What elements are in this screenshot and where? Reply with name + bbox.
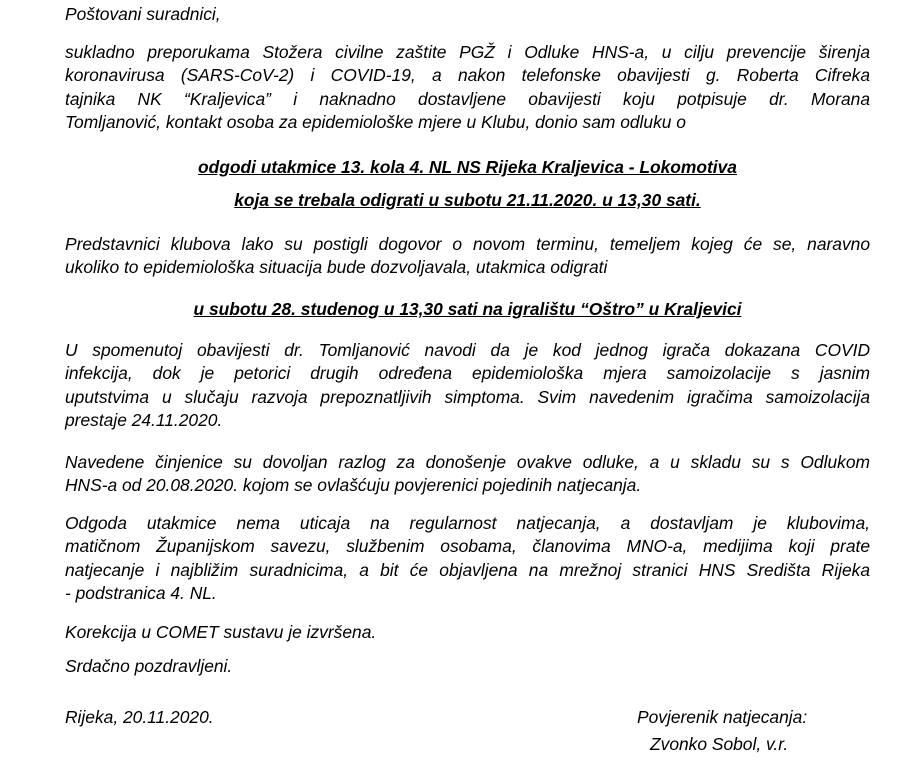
intro-line: koronavirusa (SARS-CoV-2) i COVID-19, a nakon telefonske obavijesti g. Roberta Cifreka: [65, 65, 870, 86]
agreement-paragraph: [65, 233, 870, 280]
intro-paragraph: [65, 41, 870, 134]
closing: [65, 655, 870, 678]
greeting-text: Poštovani suradnici,: [65, 4, 221, 24]
intro-line: tajnika NK “Kraljevica” i naknadno dostavljene obavijesti koju potpisuje dr. Morana: [65, 88, 870, 109]
signature-title: Povjerenik natjecanja:: [637, 707, 808, 727]
reason-line: HNS-a od 20.08.2020. kojom se ovlašćuju povjerenici pojedinih natjecanja.: [65, 475, 642, 496]
greeting: [65, 3, 870, 26]
regularity-line: natjecanje i najbližim suradnicima, a bit će objavljena na mrežnoj stranici HNS Središta Rijeka: [65, 559, 870, 580]
regularity-paragraph: [65, 512, 870, 605]
covid-line: infekcija, dok je petorici drugih određena epidemiološka mjera samoizolacije s jasnim: [65, 363, 870, 384]
decision-heading-2: koja se trebala odigrati u subotu 21.11.2020. u 13,30 sati.: [234, 190, 701, 210]
covid-line: U spomenutoj obavijesti dr. Tomljanović navodi da je kod jednog igrača dokazana COVID: [65, 340, 870, 360]
reason-paragraph: [65, 451, 870, 498]
comet-text: Korekcija u COMET sustavu je izvršena.: [65, 622, 377, 642]
closing-text: Srdačno pozdravljeni.: [65, 656, 233, 676]
covid-line: uputstvima u slučaju razvoja prepoznatljivih simptoma. Svim navedenim igračima samoizolacija: [65, 386, 870, 407]
new-date-heading: u subotu 28. studenog u 13,30 sati na igralištu “Oštro” u Kraljevici: [193, 299, 742, 319]
regularity-line: Odgoda utakmice nema uticaja na regularnost natjecanja, a dostavljam je klubovima,: [65, 513, 870, 533]
comet-note: [65, 621, 870, 644]
regularity-line: - podstranica 4. NL.: [65, 582, 217, 603]
covid-paragraph: [65, 339, 870, 432]
agreement-line: Predstavnici klubova lako su postigli dogovor o novom terminu, temeljem kojeg će se, naravno: [65, 234, 870, 254]
intro-line: Tomljanović, kontakt osoba za epidemiološke mjere u Klubu, donio sam odluku o: [65, 111, 686, 132]
regularity-line: matičnom Županijskom savezu, službenim osobama, članovima MNO-a, medijima koji prate: [65, 536, 870, 557]
agreement-line: ukoliko to epidemiološka situacija bude dozvoljavala, utakmica odigrati: [65, 257, 608, 278]
reason-line: Navedene činjenice su dovoljan razlog za donošenje ovakve odluke, a u skladu su s Odlukom: [65, 452, 870, 472]
covid-line: prestaje 24.11.2020.: [65, 409, 223, 430]
place-date: Rijeka, 20.11.2020.: [65, 707, 214, 727]
intro-line: sukladno preporukama Stožera civilne zaštite PGŽ i Odluke HNS-a, u cilju prevencije širenja: [65, 42, 870, 62]
decision-heading-1: odgodi utakmice 13. kola 4. NL NS Rijeka Kraljevica - Lokomotiva: [198, 157, 737, 177]
signature-name: Zvonko Sobol, v.r.: [650, 734, 789, 754]
